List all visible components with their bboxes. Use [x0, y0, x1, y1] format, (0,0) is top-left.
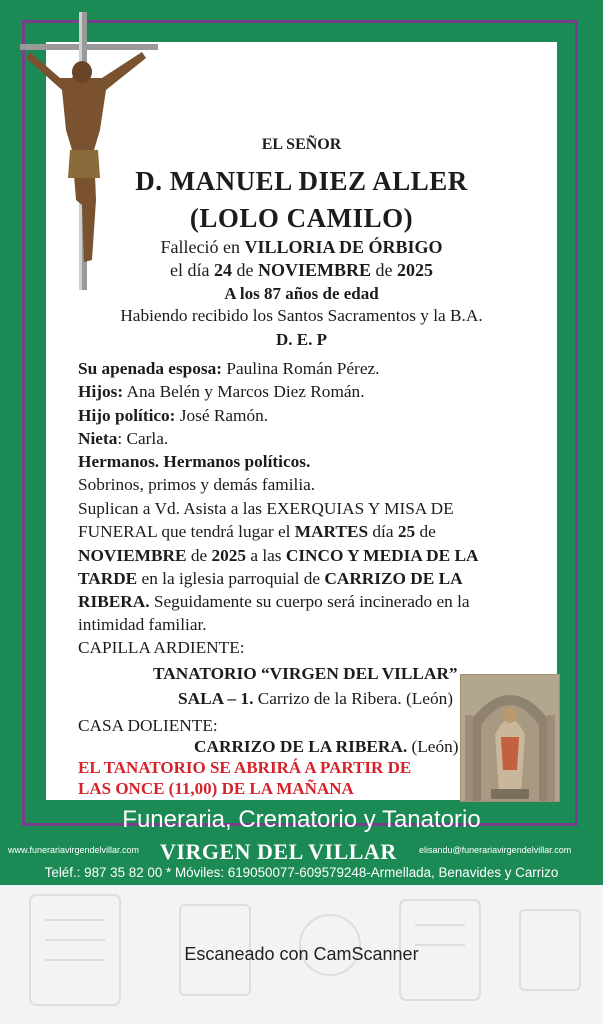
funeral-text: Seguidamente su cuerpo será incinerado en la: [149, 592, 470, 612]
death-day: 24: [213, 260, 232, 280]
funeral-year: 2025: [211, 545, 247, 565]
funeral-text: FUNERAL que tendrá lugar el: [78, 522, 295, 542]
funeral-time-2: TARDE: [78, 568, 138, 588]
son-in-law-line: [78, 404, 538, 427]
mourning-house-place: [194, 737, 459, 757]
brand-name: VIRGEN DEL VILLAR: [160, 839, 397, 864]
children-value: Ana Belén y Marcos Diez Román.: [123, 382, 365, 402]
death-place: VILLORIA DE ÓRBIGO: [244, 237, 443, 257]
spouse-label: Su apenada esposa:: [78, 359, 223, 378]
funeral-month: NOVIEMBRE: [78, 545, 187, 565]
mourning-house-label: CASA DOLIENTE:: [78, 716, 218, 735]
death-place-prefix: Falleció en: [160, 237, 245, 257]
notice-line-2: LAS ONCE (11,00) DE LA MAÑANA: [78, 779, 354, 798]
dep-line: D. E. P: [276, 330, 327, 349]
death-place-line: [46, 237, 557, 258]
spouse-value: Paulina Román Pérez.: [222, 359, 380, 378]
sacraments-line: Habiendo recibido los Santos Sacramentos y la B.A.: [120, 306, 483, 325]
phones-line: Teléf.: 987 35 82 00 * Móviles: 619050077-609579248-Armellada, Benavides y Carrizo: [44, 865, 559, 880]
title-el-senor: EL SEÑOR: [261, 136, 342, 153]
children-label: Hijos:: [78, 382, 124, 402]
family-block: [78, 357, 538, 497]
death-date-prefix: el día: [170, 260, 214, 280]
website-link[interactable]: www.funerariavirgendelvillar.com: [8, 845, 140, 855]
siblings-line: Hermanos. Hermanos políticos.: [78, 452, 311, 472]
tanatorio-name: TANATORIO “VIRGEN DEL VILLAR”: [153, 664, 458, 683]
funeral-line-2: [78, 520, 538, 543]
funeral-line-1: Suplican a Vd. Asista a las EXERQUIAS Y MISA DE: [78, 499, 454, 518]
funeral-text: en la iglesia parroquial de: [137, 568, 325, 588]
death-date-de2: de: [371, 260, 397, 280]
room-place: Carrizo de la Ribera. (León): [253, 689, 453, 708]
son-in-law-value: José Ramón.: [175, 405, 269, 425]
granddaughter-value: : Carla.: [117, 428, 169, 448]
funeral-text: día: [368, 522, 398, 542]
age-line: A los 87 años de edad: [224, 284, 379, 303]
funeral-day: 25: [397, 522, 416, 542]
deceased-name: D. MANUEL DIEZ ALLER: [135, 166, 468, 196]
spouse-line: [78, 357, 538, 380]
camscanner-watermark: Escaneado con CamScanner: [184, 944, 419, 964]
funeral-line-3: [78, 544, 538, 567]
granddaughter-label: Nieta: [78, 428, 118, 448]
email-link[interactable]: elisandu@funerariavirgendelvillar.com: [419, 845, 572, 855]
death-month: NOVIEMBRE: [257, 260, 371, 280]
death-date-line: [46, 260, 557, 281]
funeral-time: CINCO Y MEDIA DE LA: [285, 545, 479, 565]
relatives-line: Sobrinos, primos y demás familia.: [78, 475, 316, 495]
room-number: SALA – 1.: [178, 689, 254, 708]
footer-title: Funeraria, Crematorio y Tanatorio: [122, 806, 481, 833]
funeral-weekday: MARTES: [294, 522, 369, 542]
funeral-block: [78, 497, 538, 637]
funeral-place-2: RIBERA.: [78, 592, 150, 612]
children-line: [78, 380, 538, 403]
mourning-house-town: CARRIZO DE LA RIBERA.: [194, 737, 408, 756]
funeral-place: CARRIZO DE LA: [324, 568, 463, 588]
deceased-nickname: (LOLO CAMILO): [189, 203, 414, 233]
footer-contact-row: [0, 839, 603, 865]
notice-line-1: EL TANATORIO SE ABRIRÁ A PARTIR DE: [78, 758, 412, 777]
funeral-line-4: [78, 567, 538, 590]
funeral-line-6: intimidad familiar.: [78, 615, 207, 635]
granddaughter-line: [78, 427, 538, 450]
death-date-de1: de: [231, 260, 258, 280]
funeral-text: de: [415, 522, 436, 542]
funeral-line-5: [78, 590, 538, 613]
virgin-statue-image: [460, 674, 560, 802]
funeral-text: a las: [246, 545, 286, 565]
room-line: [178, 689, 453, 709]
chapel-label: CAPILLA ARDIENTE:: [78, 638, 245, 657]
death-year: 2025: [397, 260, 433, 280]
son-in-law-label: Hijo político:: [78, 405, 176, 425]
funeral-text: de: [186, 545, 212, 565]
mourning-house-province: (León): [407, 737, 459, 756]
